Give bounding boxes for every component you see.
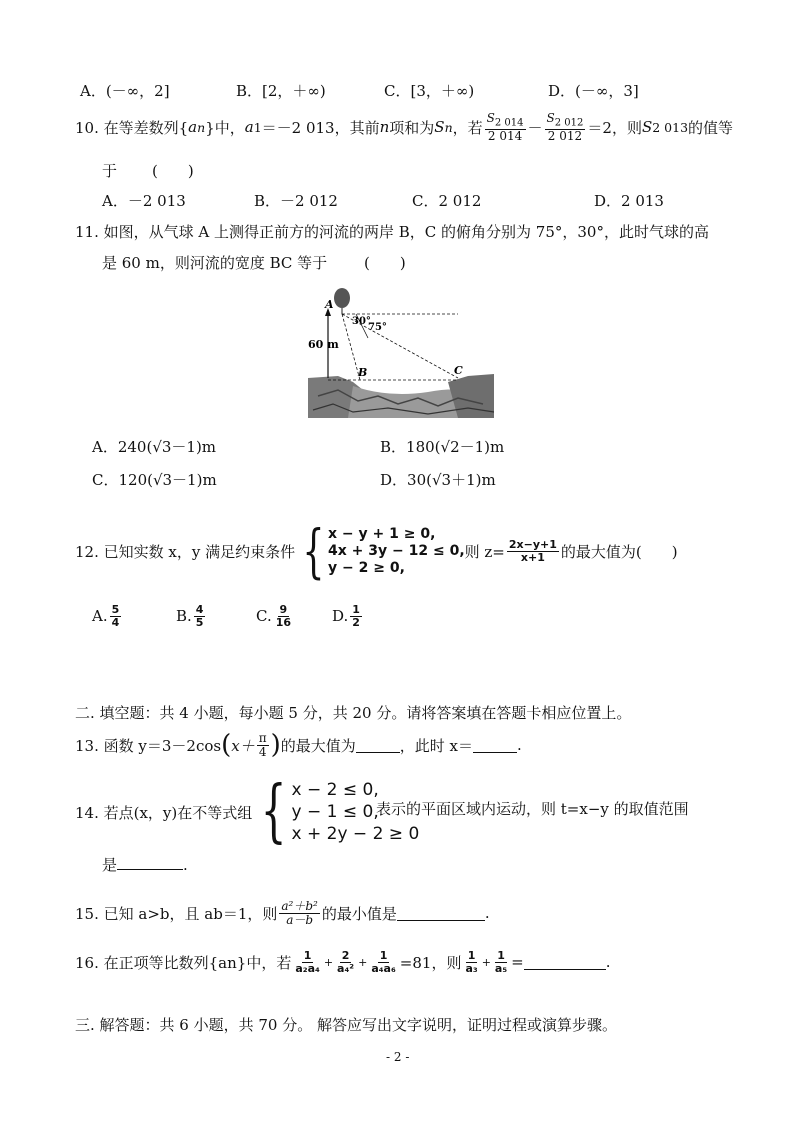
label-c: C — [454, 364, 463, 377]
question-10-paren: ( ) — [152, 162, 194, 180]
section-2-heading: 二. 填空题：共 4 小题，每小题 5 分，共 20 分。请将答案填在答题卡相应位置上。 — [75, 704, 632, 722]
section-3-heading: 三. 解答题：共 6 小题，共 70 分。 解答应写出文字说明，证明过程或演算步骤。 — [75, 1016, 618, 1034]
q10-option-a: A．－2 013 — [102, 192, 186, 210]
question-16: 16. 在正项等比数列{an}中，若 $\frac{1}{\text{a₂a₄}}$ + $\frac{2}{\text{a₄²}}$ + $\frac{1}{\text{a₄a₆}}$ =81，则 $\frac{1}{\text{a₃}}$ + $\frac{1}{\text{a₅}}$ = . — [75, 949, 611, 975]
fraction-s2014: $\frac{S_{2 014}}{2 014}$ — [486, 111, 524, 143]
q12-option-d: D. $\frac{1}{2}$ — [332, 603, 360, 629]
answer-blank-min[interactable] — [397, 906, 485, 921]
q15-fraction: $\frac{\text{a²＋b²}}{a-b}$ — [281, 899, 318, 927]
label-b: B — [358, 366, 368, 379]
answer-blank-max[interactable] — [356, 738, 400, 753]
label-30-degrees: 30° — [352, 316, 371, 327]
q11-option-b: B．180(√2－1)m — [380, 438, 505, 456]
q9-option-d: D．(－∞，3] — [548, 82, 639, 100]
q10-option-d: D．2 013 — [594, 192, 664, 210]
question-11-line1: 11. 如图，从气球 A 上测得正前方的河流的两岸 B，C 的俯角分别为 75°，30°，此时气球的高 — [75, 223, 709, 241]
fraction-s2012: $\frac{S_{2 012}}{2 012}$ — [546, 111, 584, 143]
q11-option-a: A．240(√3－1)m — [92, 438, 217, 456]
balloon-river-figure — [308, 286, 494, 418]
question-14: 14. 若点(x，y)在不等式组 { x − 2 ≤ 0, y − 1 ≤ 0, x + 2y − 2 ≥ 0 — [75, 772, 420, 851]
constraint-system: { x − y + 1 ≥ 0, 4x + 3y − 12 ≤ 0, y − 2 ≥ 0, — [302, 517, 465, 585]
z-fraction: $\frac{2x-y+1}{x+1}$ — [508, 537, 557, 564]
answer-blank-sum[interactable] — [524, 955, 606, 970]
q9-option-a: A．(－∞，2] — [80, 82, 170, 100]
question-13: 13. 函数 y＝3－2cos ( x＋ $\frac{\pi}{4}$ ) 的最大值为 ，此时 x＝ . — [75, 730, 522, 761]
q10-option-c: C．2 012 — [412, 192, 482, 210]
q12-option-c: C. $\frac{9}{16}$ — [256, 603, 292, 629]
question-11-line2: 是 60 m，则河流的宽度 BC 等于 — [102, 254, 328, 272]
question-15: 15. 已知 a>b，且 ab＝1，则 $\frac{\text{a²＋b²}}{a-b}$ 的最小值是 . — [75, 899, 490, 927]
q12-option-a: A. $\frac{5}{4}$ — [92, 603, 120, 629]
q10-option-b: B．－2 012 — [254, 192, 338, 210]
question-10-line2: 于 — [102, 162, 118, 180]
q11-option-d: D．30(√3＋1)m — [380, 471, 496, 489]
q12-option-b: B. $\frac{4}{5}$ — [176, 603, 204, 629]
q11-option-c: C．120(√3－1)m — [92, 471, 217, 489]
question-14-line2: 是 . — [102, 856, 188, 874]
question-12: 12. 已知实数 x，y 满足约束条件 { x − y + 1 ≥ 0, 4x + 3y − 12 ≤ 0, y − 2 ≥ 0, 则 z= $\frac{2x-y+1}{x+1}$ 的最大值为( ) — [75, 517, 678, 585]
label-75-degrees: 75° — [368, 322, 387, 333]
balloon-icon — [334, 288, 350, 308]
label-a: A — [325, 298, 334, 311]
inequality-system: { x − 2 ≤ 0, y − 1 ≤ 0, x + 2y − 2 ≥ 0 — [260, 772, 420, 851]
question-10-line1: 10. 在等差数列{ a n }中， a 1 ＝－2 013，其前 n 项和为 S n ，若 $\frac{S_{2 014}}{2 014}$ － $\frac{S_{2 012}}{2 012}$ ＝2，则 S 2 013 的值等 — [75, 111, 734, 143]
q9-option-c: C．[3，＋∞) — [384, 82, 475, 100]
question-11-paren: ( ) — [364, 254, 406, 272]
answer-blank-x[interactable] — [473, 738, 517, 753]
question-14-tail: 表示的平面区域内运动，则 t=x−y 的取值范围 — [376, 800, 689, 818]
page-number: - 2 - — [386, 1050, 410, 1064]
label-60m: 60 m — [308, 338, 339, 351]
q9-option-b: B．[2，＋∞) — [236, 82, 326, 100]
answer-blank-range[interactable] — [117, 855, 183, 870]
